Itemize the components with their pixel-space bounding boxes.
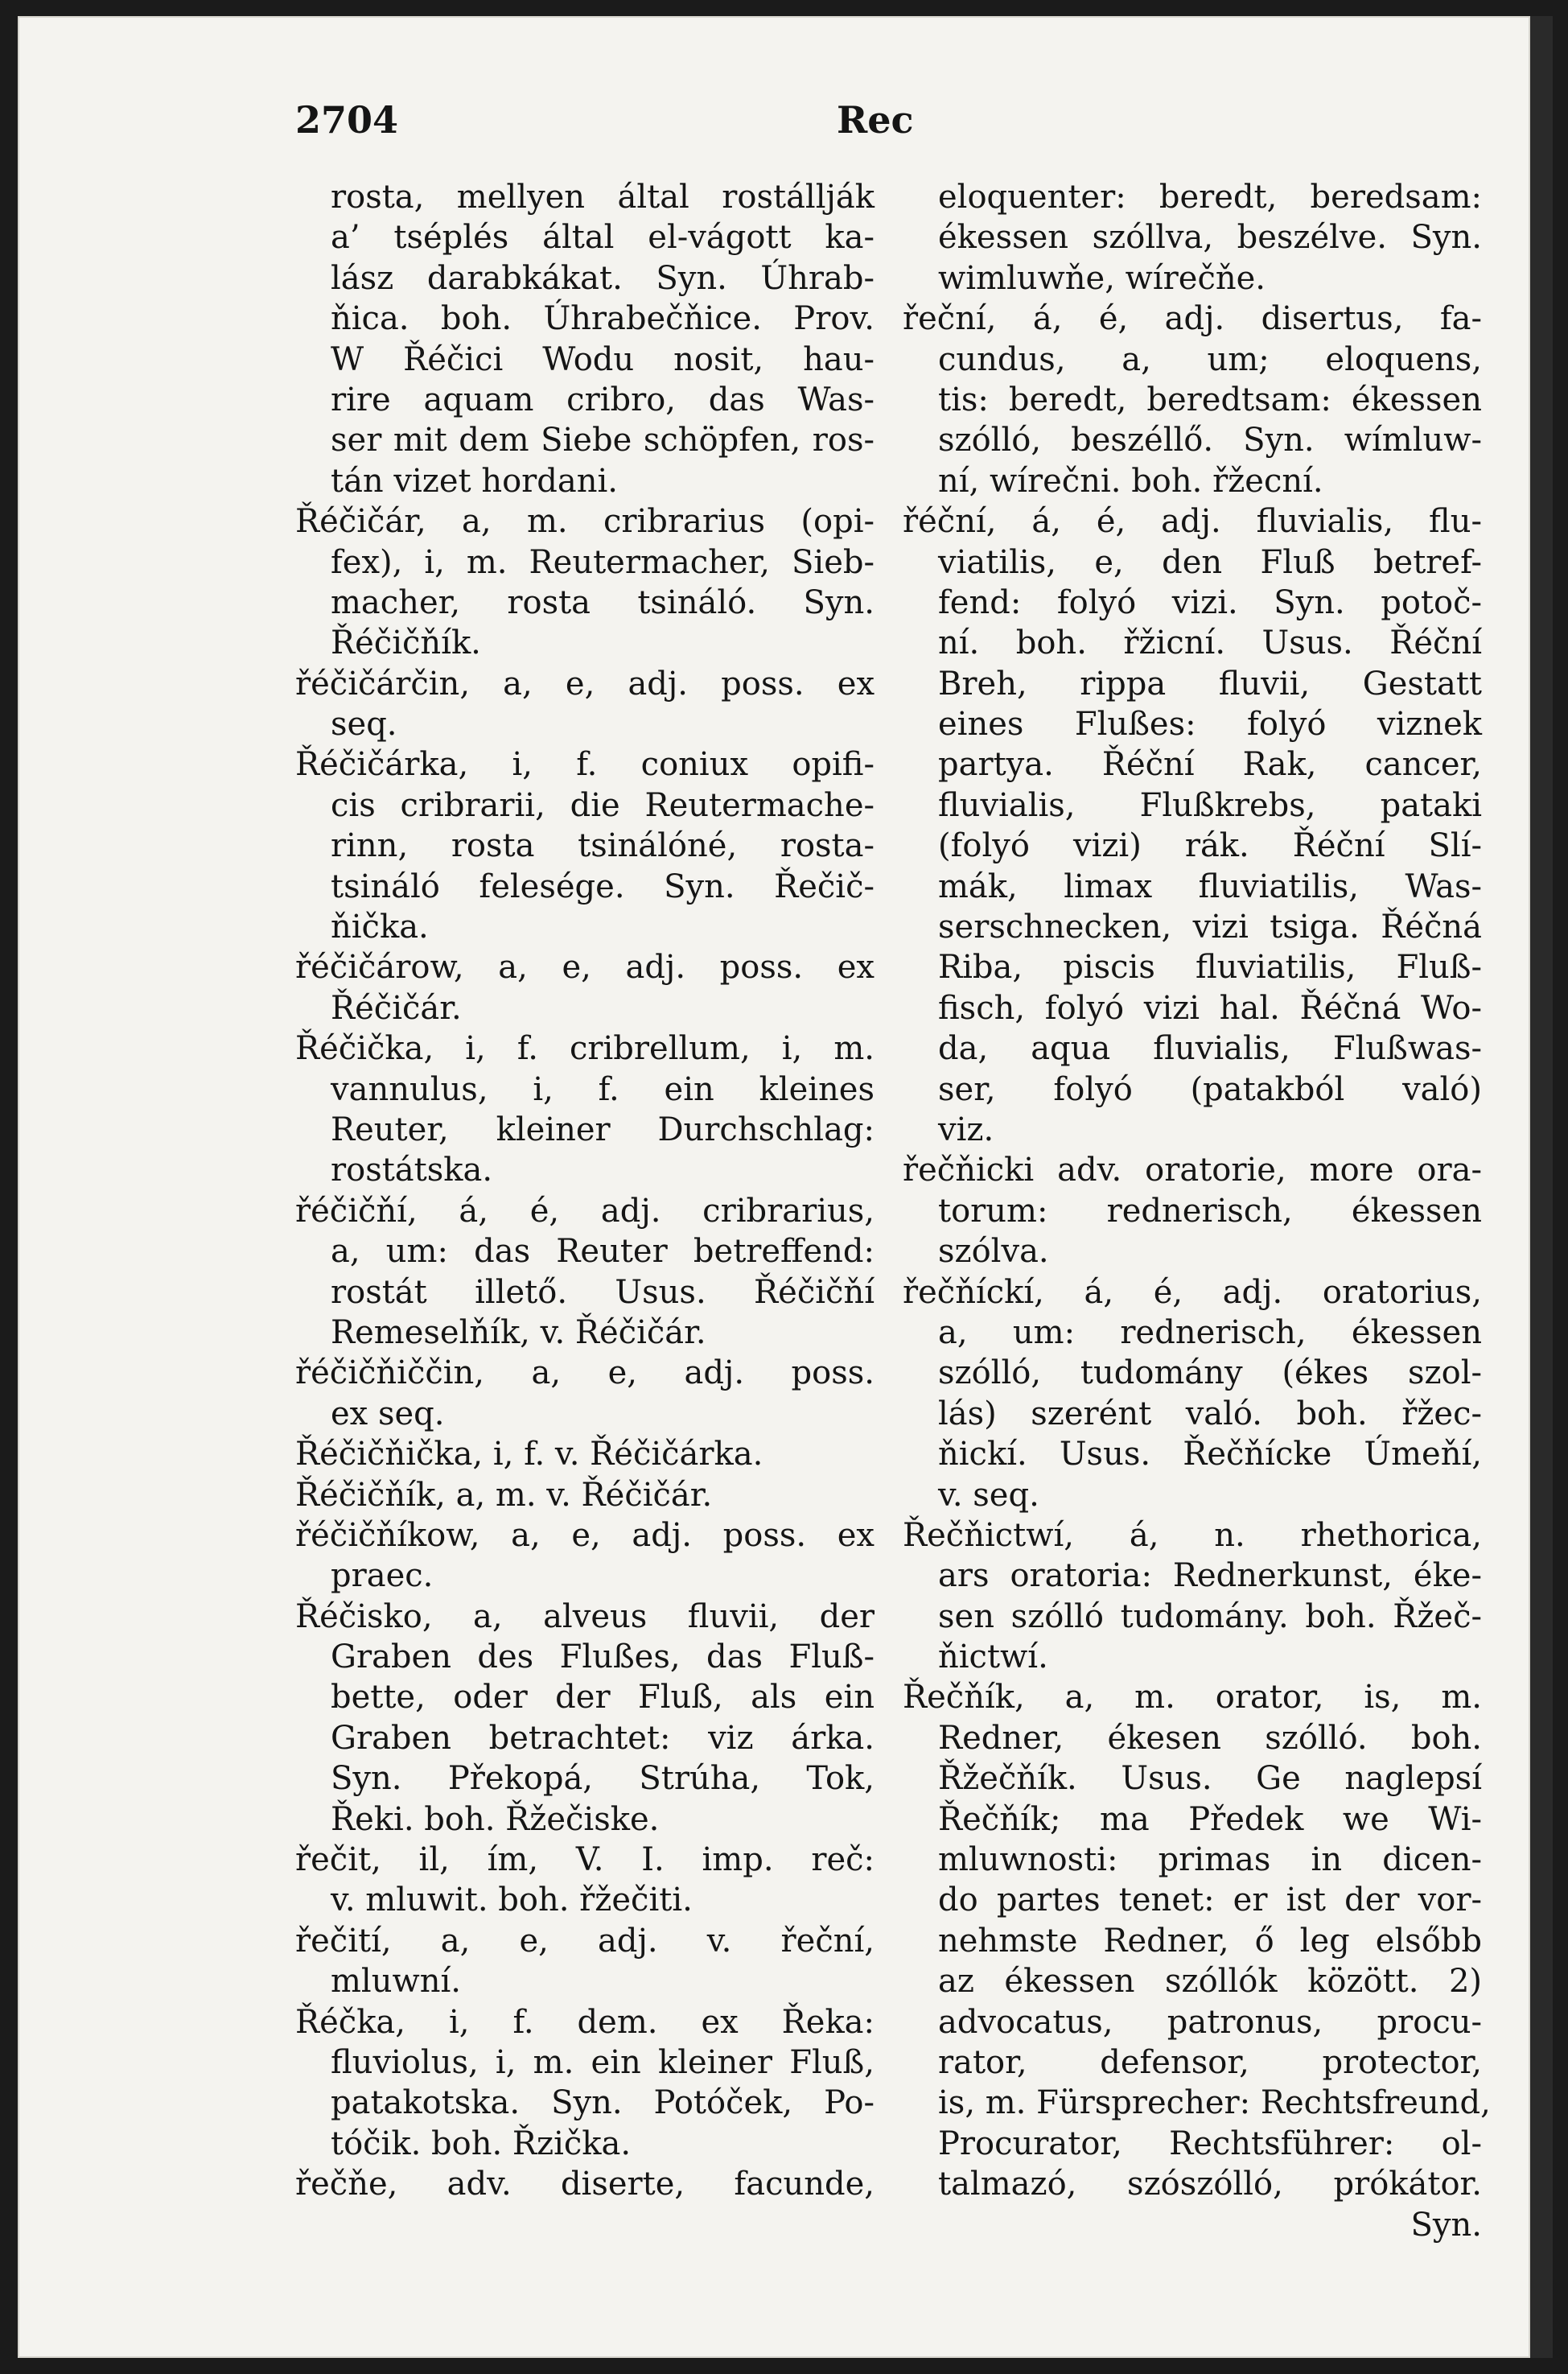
text-line: Graben des Flußes, das Fluß-: [331, 1638, 875, 1676]
text-line: ser mit dem Siebe schöpfen, ros-: [331, 422, 875, 460]
text-line: v. mluwit. boh. řžečiti.: [331, 1881, 693, 1919]
text-line: Procurator, Rechtsführer: ol-: [938, 2125, 1482, 2162]
text-line: praec.: [331, 1557, 434, 1595]
text-line: cundus, a, um; eloquens,: [938, 340, 1482, 378]
text-line: rire aquam cribro, das Was-: [331, 381, 875, 418]
text-line: Riba, piscis fluviatilis, Fluß-: [938, 949, 1482, 987]
text-line: řečit, il, ím, V. I. imp. reč:: [295, 1841, 875, 1879]
dictionary-page: [18, 16, 1530, 2358]
text-line: tán vizet hordani.: [331, 462, 619, 500]
text-line: viz.: [938, 1111, 994, 1148]
text-line: řéčičňiččin, a, e, adj. poss.: [295, 1354, 875, 1392]
text-line: rostátska.: [331, 1152, 493, 1189]
text-line: a, um: rednerisch, ékessen: [938, 1313, 1482, 1351]
text-line: szólló, beszéllő. Syn. wímluw-: [938, 422, 1482, 460]
text-line: W Řéčici Wodu nosit, hau-: [331, 340, 875, 378]
text-line: řeční, á, é, adj. disertus, fa-: [903, 300, 1482, 338]
text-line: sen szólló tudomány. boh. Řžeč-: [938, 1597, 1482, 1635]
text-line: ňica. boh. Úhrabečňice. Prov.: [331, 300, 875, 338]
text-line: Řžečňík. Usus. Ge naglepsí: [938, 1760, 1482, 1798]
text-line: řečňicki adv. oratorie, more ora-: [903, 1152, 1482, 1189]
text-line: Řéčičárka, i, f. coniux opifi-: [295, 746, 875, 784]
text-line: ní. boh. řžicní. Usus. Řéční: [938, 624, 1482, 662]
text-line: do partes tenet: er ist der vor-: [938, 1881, 1482, 1919]
text-line: fluviolus, i, m. ein kleiner Fluß,: [331, 2043, 875, 2081]
text-line: rostát illető. Usus. Řéčičňí: [331, 1273, 875, 1311]
scan-edge: [1530, 16, 1553, 2358]
text-line: seq.: [331, 706, 397, 744]
text-line: szólva.: [938, 1233, 1049, 1271]
text-line: Redner, ékesen szólló. boh.: [938, 1719, 1482, 1757]
text-line: lás) szerént való. boh. řžec-: [938, 1395, 1482, 1432]
text-line: cis cribrarii, die Reutermache-: [331, 786, 875, 824]
text-line: ars oratoria: Rednerkunst, éke-: [938, 1557, 1482, 1595]
text-line: a, um: das Reuter betreffend:: [331, 1233, 875, 1271]
text-line: rinn, rosta tsinálóné, rosta-: [331, 827, 875, 865]
text-line: (folyó vizi) rák. Řéční Slí-: [938, 827, 1482, 865]
text-line: macher, rosta tsináló. Syn.: [331, 583, 875, 621]
text-line: Řeki. boh. Řžečiske.: [331, 1800, 660, 1838]
text-line: da, aqua fluvialis, Flußwas-: [938, 1030, 1482, 1068]
text-line: lász darabkákat. Syn. Úhrab-: [331, 259, 875, 297]
text-line: řečití, a, e, adj. v. řeční,: [295, 1922, 875, 1960]
text-line: advocatus, patronus, procu-: [938, 2003, 1482, 2041]
text-line: ékessen szóllva, beszélve. Syn.: [938, 219, 1482, 257]
text-line: Syn. Překopá, Strúha, Tok,: [331, 1760, 875, 1798]
text-line: Řéčičňička, i, f. v. Řéčičárka.: [295, 1436, 763, 1473]
text-line: torum: rednerisch, ékessen: [938, 1192, 1482, 1230]
text-line: ňickí. Usus. Řečňícke Úmeňí,: [938, 1436, 1482, 1473]
text-line: Graben betrachtet: viz árka.: [331, 1719, 875, 1757]
text-line: řečňe, adv. diserte, facunde,: [295, 2166, 875, 2203]
text-line: rosta, mellyen által rostállják: [331, 179, 875, 216]
text-line: ní, wírečni. boh. řžecní.: [938, 462, 1323, 500]
page-number: 2704: [295, 98, 399, 142]
text-line: Řéčičňík.: [331, 624, 481, 662]
text-line: partya. Řéční Rak, cancer,: [938, 746, 1482, 784]
text-line: is, m. Fürsprecher: Rechtsfreund,: [938, 2084, 1491, 2122]
text-line: v. seq.: [938, 1476, 1039, 1514]
text-line: řéčičňí, á, é, adj. cribrarius,: [295, 1192, 875, 1230]
text-line: řečňíckí, á, é, adj. oratorius,: [903, 1273, 1482, 1311]
text-line: talmazó, szószólló, prókátor.: [938, 2166, 1482, 2203]
text-line: řéční, á, é, adj. fluvialis, flu-: [903, 503, 1482, 541]
text-line: Řečňictwí, á, n. rhethorica,: [903, 1516, 1482, 1554]
text-line: Řéčičár.: [331, 989, 462, 1027]
text-line: vannulus, i, f. ein kleines: [331, 1070, 875, 1108]
right-column: [903, 177, 1491, 2245]
text-line: szólló, tudomány (ékes szol-: [938, 1354, 1482, 1392]
text-line: Řečňík; ma Předek we Wi-: [938, 1800, 1482, 1838]
text-line: ňictwí.: [938, 1638, 1048, 1676]
text-line: eines Flußes: folyó viznek: [938, 706, 1482, 744]
text-line: řéčičárčin, a, e, adj. poss. ex: [295, 665, 875, 703]
text-line: mák, limax fluviatilis, Was-: [938, 868, 1482, 905]
text-line: rator, defensor, protector,: [938, 2043, 1482, 2081]
text-line: Řečňík, a, m. orator, is, m.: [903, 1679, 1482, 1717]
text-line: Řéčičár, a, m. cribrarius (opi-: [295, 503, 875, 541]
text-line: ex seq.: [331, 1395, 445, 1432]
text-line: viatilis, e, den Fluß betref-: [938, 543, 1482, 581]
text-line: a’ tséplés által el-vágott ka-: [331, 219, 875, 257]
text-line: serschnecken, vizi tsiga. Řéčná: [938, 909, 1482, 946]
text-line: řéčičárow, a, e, adj. poss. ex: [295, 949, 875, 987]
text-line: tóčik. boh. Řzička.: [331, 2125, 632, 2162]
text-line: ser, folyó (patakból való): [938, 1070, 1482, 1108]
text-line: Breh, rippa fluvii, Gestatt: [938, 665, 1482, 703]
text-line: Reuter, kleiner Durchschlag:: [331, 1111, 875, 1148]
text-line: nehmste Redner, ő leg elsőbb: [938, 1922, 1482, 1960]
text-line: fex), i, m. Reutermacher, Sieb-: [331, 543, 875, 581]
text-line: fisch, folyó vizi hal. Řéčná Wo-: [938, 989, 1482, 1027]
text-line: Řéčičňík, a, m. v. Řéčičár.: [295, 1476, 713, 1514]
text-line: fluvialis, Flußkrebs, pataki: [938, 786, 1482, 824]
text-line: ňička.: [331, 909, 429, 946]
left-column: [295, 177, 875, 2205]
text-line: patakotska. Syn. Potóček, Po-: [331, 2084, 875, 2122]
text-line: Remeselňík, v. Řéčičár.: [331, 1313, 706, 1351]
running-head: Rec: [837, 98, 914, 142]
text-line: Řéčička, i, f. cribrellum, i, m.: [295, 1030, 875, 1068]
text-line: fend: folyó vizi. Syn. potoč-: [938, 583, 1482, 621]
text-line: Řéčka, i, f. dem. ex Řeka:: [295, 2003, 875, 2041]
text-line: wimluwňe, wírečňe.: [938, 259, 1266, 297]
text-line: Syn.: [1410, 2206, 1482, 2244]
text-line: mluwnosti: primas in dicen-: [938, 1841, 1482, 1879]
text-line: bette, oder der Fluß, als ein: [331, 1679, 875, 1717]
text-line: Řéčisko, a, alveus fluvii, der: [295, 1597, 875, 1635]
text-line: eloquenter: beredt, beredsam:: [938, 179, 1482, 216]
text-line: az ékessen szóllók között. 2): [938, 1963, 1482, 2001]
text-line: tis: beredt, beredtsam: ékessen: [938, 381, 1482, 418]
text-line: řéčičňíkow, a, e, adj. poss. ex: [295, 1516, 875, 1554]
text-line: mluwní.: [331, 1963, 461, 2001]
text-line: tsináló felesége. Syn. Řečič-: [331, 868, 875, 905]
